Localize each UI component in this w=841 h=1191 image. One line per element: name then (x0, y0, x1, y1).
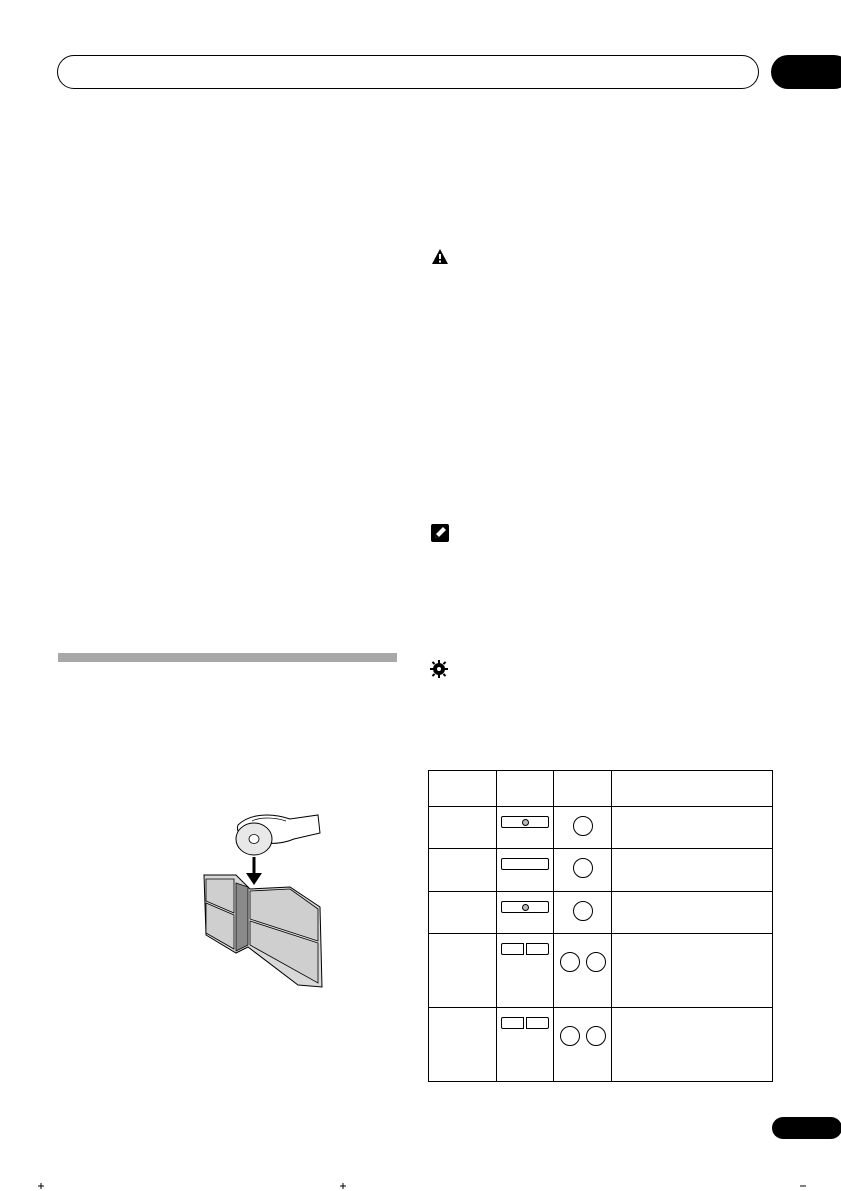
table-cell-label (429, 849, 497, 891)
slot-led-icon (501, 901, 549, 913)
table-cell-slot (497, 891, 554, 933)
table-header-cell (429, 771, 497, 807)
slot-bar-icon (501, 1017, 549, 1029)
slot-blank-icon (501, 858, 549, 870)
table-row (429, 891, 773, 933)
slot-bar-icon (501, 943, 549, 955)
table-cell-slot (497, 1007, 554, 1081)
circle-icon (586, 952, 606, 972)
table-cell-text (612, 933, 773, 1007)
table-row (429, 933, 773, 1007)
table-cell-label (429, 933, 497, 1007)
table-cell-label (429, 1007, 497, 1081)
table-cell-slot (497, 849, 554, 891)
slot-led-icon (501, 816, 549, 828)
table-cell-text (612, 891, 773, 933)
table-row (429, 807, 773, 849)
table-cell-label (429, 891, 497, 933)
table-header-cell (497, 771, 554, 807)
table-cell-slot (497, 933, 554, 1007)
circle-icon (560, 952, 580, 972)
table-cell-slot (497, 807, 554, 849)
table-cell-text (612, 849, 773, 891)
table-header-row (429, 771, 773, 807)
crop-marks (0, 1180, 841, 1191)
chapter-tab (771, 55, 841, 89)
table-header-cell (554, 771, 612, 807)
circle-icon (573, 816, 593, 836)
table-cell-circle (554, 933, 612, 1007)
page-number-tab (772, 1117, 841, 1139)
table-row (429, 1007, 773, 1081)
header-bar (57, 55, 759, 89)
table-cell-text (612, 807, 773, 849)
table-cell-label (429, 807, 497, 849)
table-header-cell (612, 771, 773, 807)
disc-loading-illustration (190, 795, 330, 995)
warning-triangle-icon (431, 248, 449, 266)
table-cell-circle (554, 1007, 612, 1081)
circle-icon (586, 1026, 606, 1046)
circle-icon (560, 1026, 580, 1046)
table-row (429, 849, 773, 891)
table-cell-text (612, 1007, 773, 1081)
disc-compatibility-table (428, 770, 773, 1082)
circle-icon (573, 901, 593, 921)
circle-icon (573, 858, 593, 878)
table-cell-circle (554, 807, 612, 849)
pencil-note-icon (431, 524, 449, 542)
table-cell-circle (554, 891, 612, 933)
section-heading-bar (58, 653, 397, 662)
table-cell-circle (554, 849, 612, 891)
gear-tip-icon (430, 660, 448, 678)
